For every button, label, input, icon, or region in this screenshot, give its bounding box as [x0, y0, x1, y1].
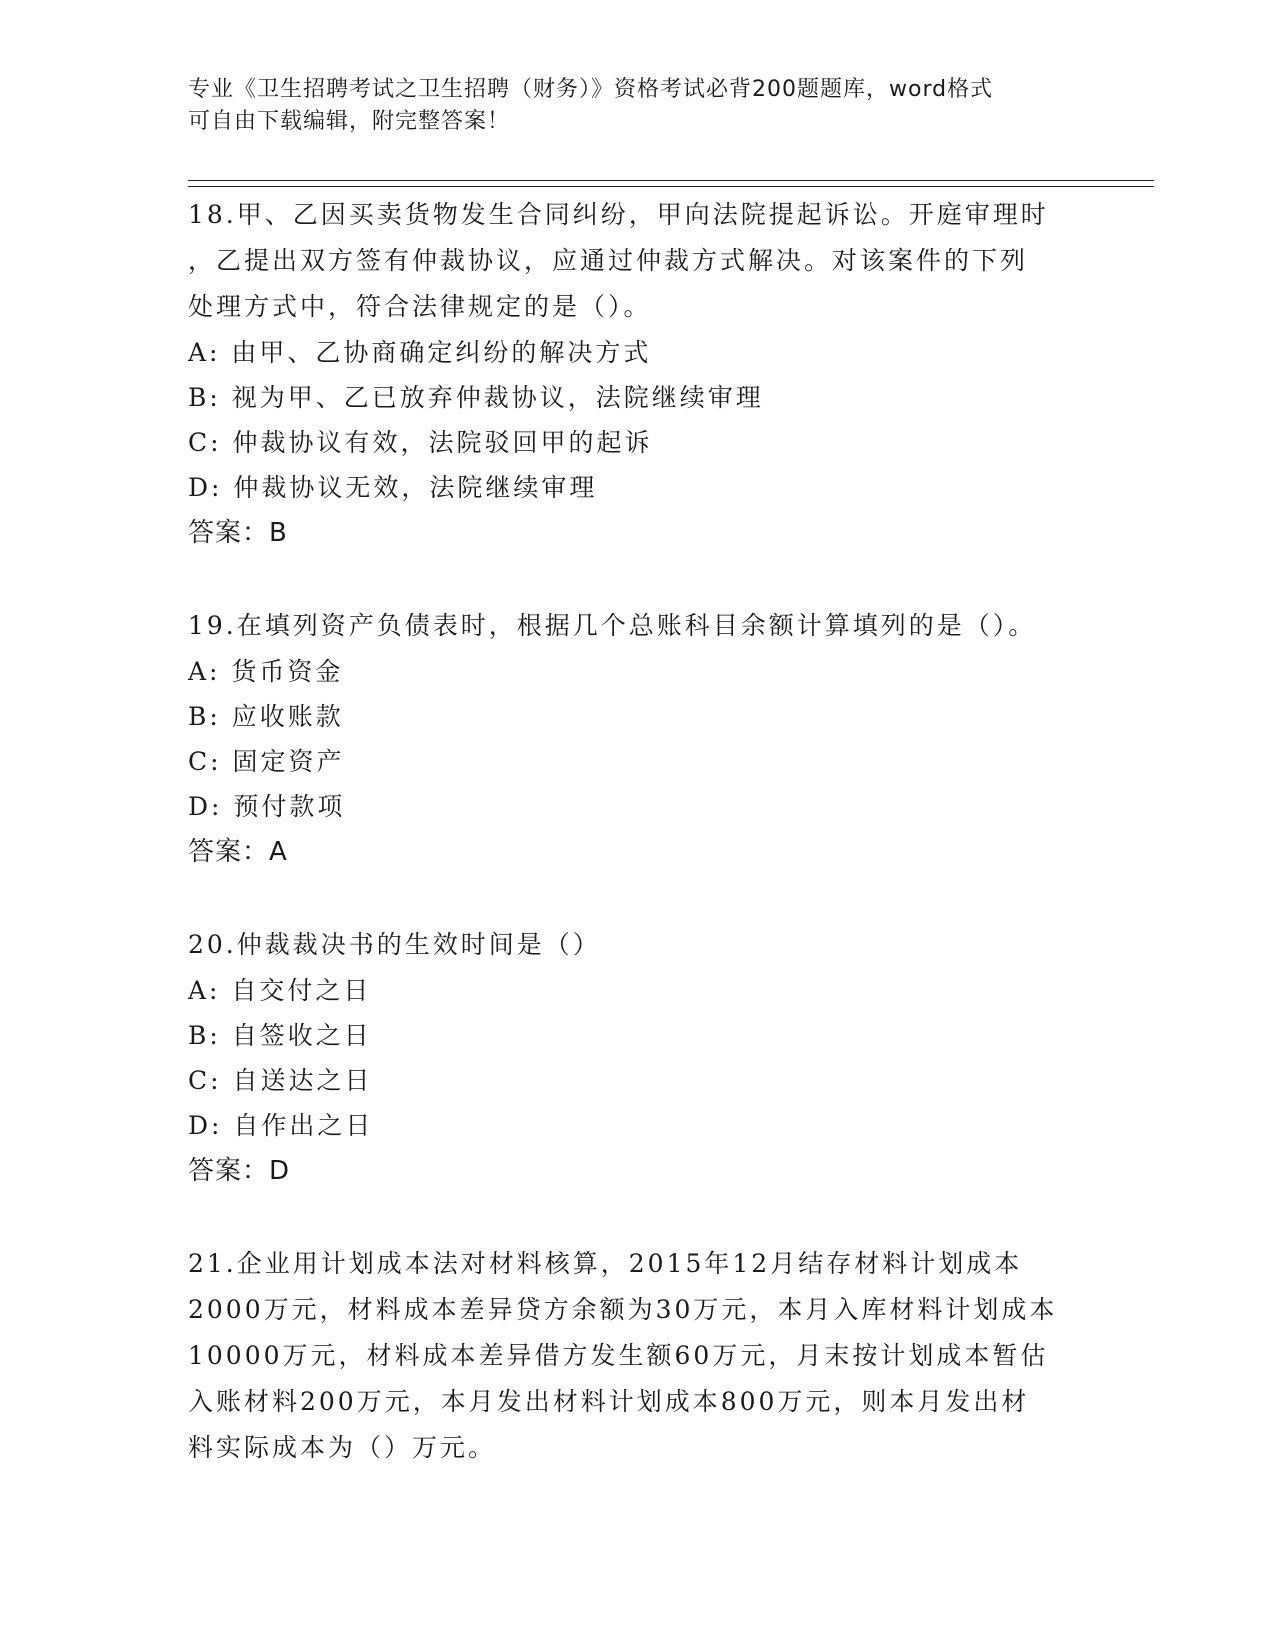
- option-b: B: 自签收之日: [188, 1021, 372, 1050]
- header-title-line-2: 可自由下载编辑，附完整答案！: [188, 109, 511, 134]
- option-a: A: 由甲、乙协商确定纠纷的解决方式: [188, 338, 652, 367]
- option-d: D: 预付款项: [188, 792, 346, 821]
- question-18: [188, 192, 1088, 556]
- answer: 答案：A: [188, 837, 288, 867]
- question-19: [188, 603, 1088, 875]
- question-stem: 20.仲裁裁决书的生效时间是（）: [188, 930, 601, 959]
- answer: 答案：D: [188, 1156, 291, 1186]
- answer: 答案：B: [188, 518, 288, 548]
- document-header: [188, 74, 1088, 138]
- header-title-line-1: 专业《卫生招聘考试之卫生招聘（财务）》资格考试必背200题题库，word格式: [188, 77, 994, 102]
- option-c: C: 自送达之日: [188, 1066, 373, 1095]
- option-c: C: 固定资产: [188, 747, 345, 776]
- question-stem: 19.在填列资产负债表时，根据几个总账科目余额计算填列的是（）。: [188, 611, 1037, 640]
- option-c: C: 仲裁协议有效，法院驳回甲的起诉: [188, 428, 653, 457]
- option-a: A: 货币资金: [188, 657, 344, 686]
- option-d: D: 仲裁协议无效，法院继续审理: [188, 473, 598, 502]
- question-21: [188, 1241, 1088, 1471]
- option-d: D: 自作出之日: [188, 1111, 374, 1140]
- option-b: B: 视为甲、乙已放弃仲裁协议，法院继续审理: [188, 383, 764, 412]
- option-b: B: 应收账款: [188, 702, 344, 731]
- question-list: [188, 192, 1088, 1518]
- option-a: A: 自交付之日: [188, 976, 372, 1005]
- question-stem: 21.企业用计划成本法对材料核算，2015年12月结存材料计划成本 2000万元，材料成本差异贷方余额为30万元，本月入库材料计划成本 10000万元，材料成本差异借方发生额60万元，月末按计划成本暂估 入账材料200万元，本月发出材料计划成本800万元，则本月发出材 料实际成本为（）万元。: [188, 1249, 1058, 1462]
- question-stem: 18.甲、乙因买卖货物发生合同纠纷，甲向法院提起诉讼。开庭审理时 ，乙提出双方签有仲裁协议，应通过仲裁方式解决。对该案件的下列 处理方式中，符合法律规定的是（）。: [188, 200, 1049, 321]
- header-divider: [188, 180, 1154, 187]
- question-20: [188, 922, 1088, 1194]
